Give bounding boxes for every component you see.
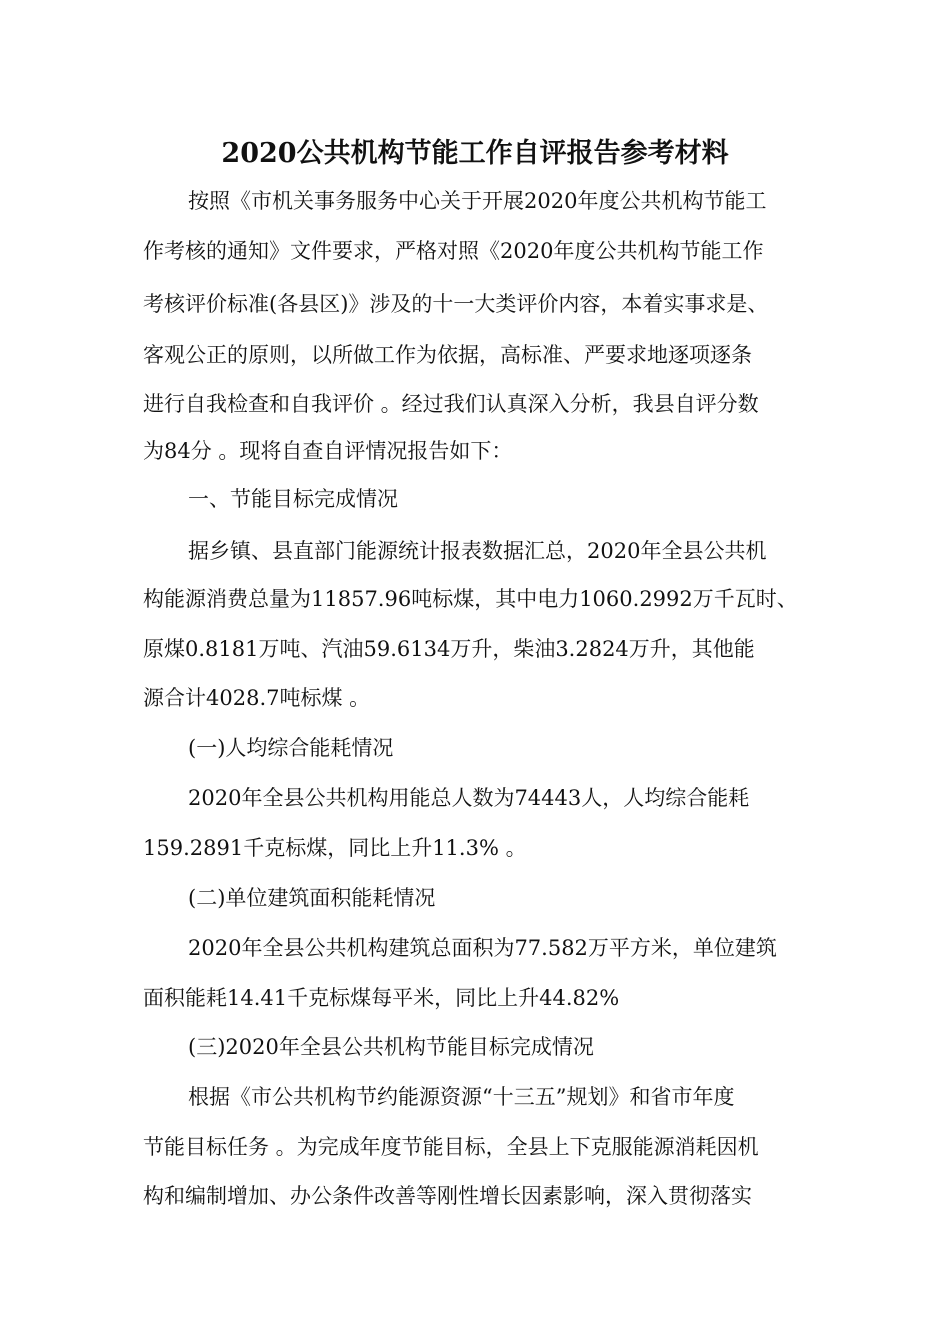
paragraph-line: 构能源消费总量为11857.96吨标煤，其中电力1060.2992万千瓦时、 bbox=[143, 587, 798, 611]
paragraph-line: 按照《市机关事务服务中心关于开展2020年度公共机构节能工 bbox=[188, 189, 767, 213]
paragraph-line: 据乡镇、县直部门能源统计报表数据汇总，2020年全县公共机 bbox=[188, 539, 767, 563]
paragraph-line: 作考核的通知》文件要求，严格对照《2020年度公共机构节能工作 bbox=[143, 239, 764, 263]
paragraph-line: 2020年全县公共机构建筑总面积为77.582万平方米，单位建筑 bbox=[188, 936, 777, 960]
paragraph-line: 客观公正的原则，以所做工作为依据，高标准、严要求地逐项逐条 bbox=[143, 343, 752, 367]
section-heading: 一、节能目标完成情况 bbox=[188, 487, 398, 511]
paragraph-line: 2020年全县公共机构用能总人数为74443人，人均综合能耗 bbox=[188, 786, 750, 810]
paragraph-line: 原煤0.8181万吨、汽油59.6134万升，柴油3.2824万升，其他能 bbox=[143, 637, 755, 661]
paragraph-line: 源合计4028.7吨标煤 。 bbox=[143, 686, 371, 710]
paragraph-line: 构和编制增加、办公条件改善等刚性增长因素影响，深入贯彻落实 bbox=[143, 1184, 752, 1208]
paragraph-line: 为84分 。现将自查自评情况报告如下： bbox=[143, 439, 513, 463]
subsection-heading: (三)2020年全县公共机构节能目标完成情况 bbox=[188, 1035, 594, 1059]
paragraph-line: 考核评价标准(各县区)》涉及的十一大类评价内容，本着实事求是、 bbox=[143, 292, 769, 316]
paragraph-line: 根据《市公共机构节约能源资源“十三五”规划》和省市年度 bbox=[188, 1085, 735, 1109]
document-title: 2020公共机构节能工作自评报告参考材料 bbox=[221, 138, 729, 169]
paragraph-line: 159.2891千克标煤，同比上升11.3% 。 bbox=[143, 836, 527, 860]
paragraph-line: 节能目标任务 。为完成年度节能目标，全县上下克服能源消耗因机 bbox=[143, 1135, 759, 1159]
paragraph-line: 面积能耗14.41千克标煤每平米，同比上升44.82% bbox=[143, 986, 620, 1010]
paragraph-line: 进行自我检查和自我评价 。经过我们认真深入分析，我县自评分数 bbox=[143, 392, 759, 416]
subsection-heading: (二)单位建筑面积能耗情况 bbox=[188, 886, 436, 910]
subsection-heading: (一)人均综合能耗情况 bbox=[188, 736, 394, 760]
